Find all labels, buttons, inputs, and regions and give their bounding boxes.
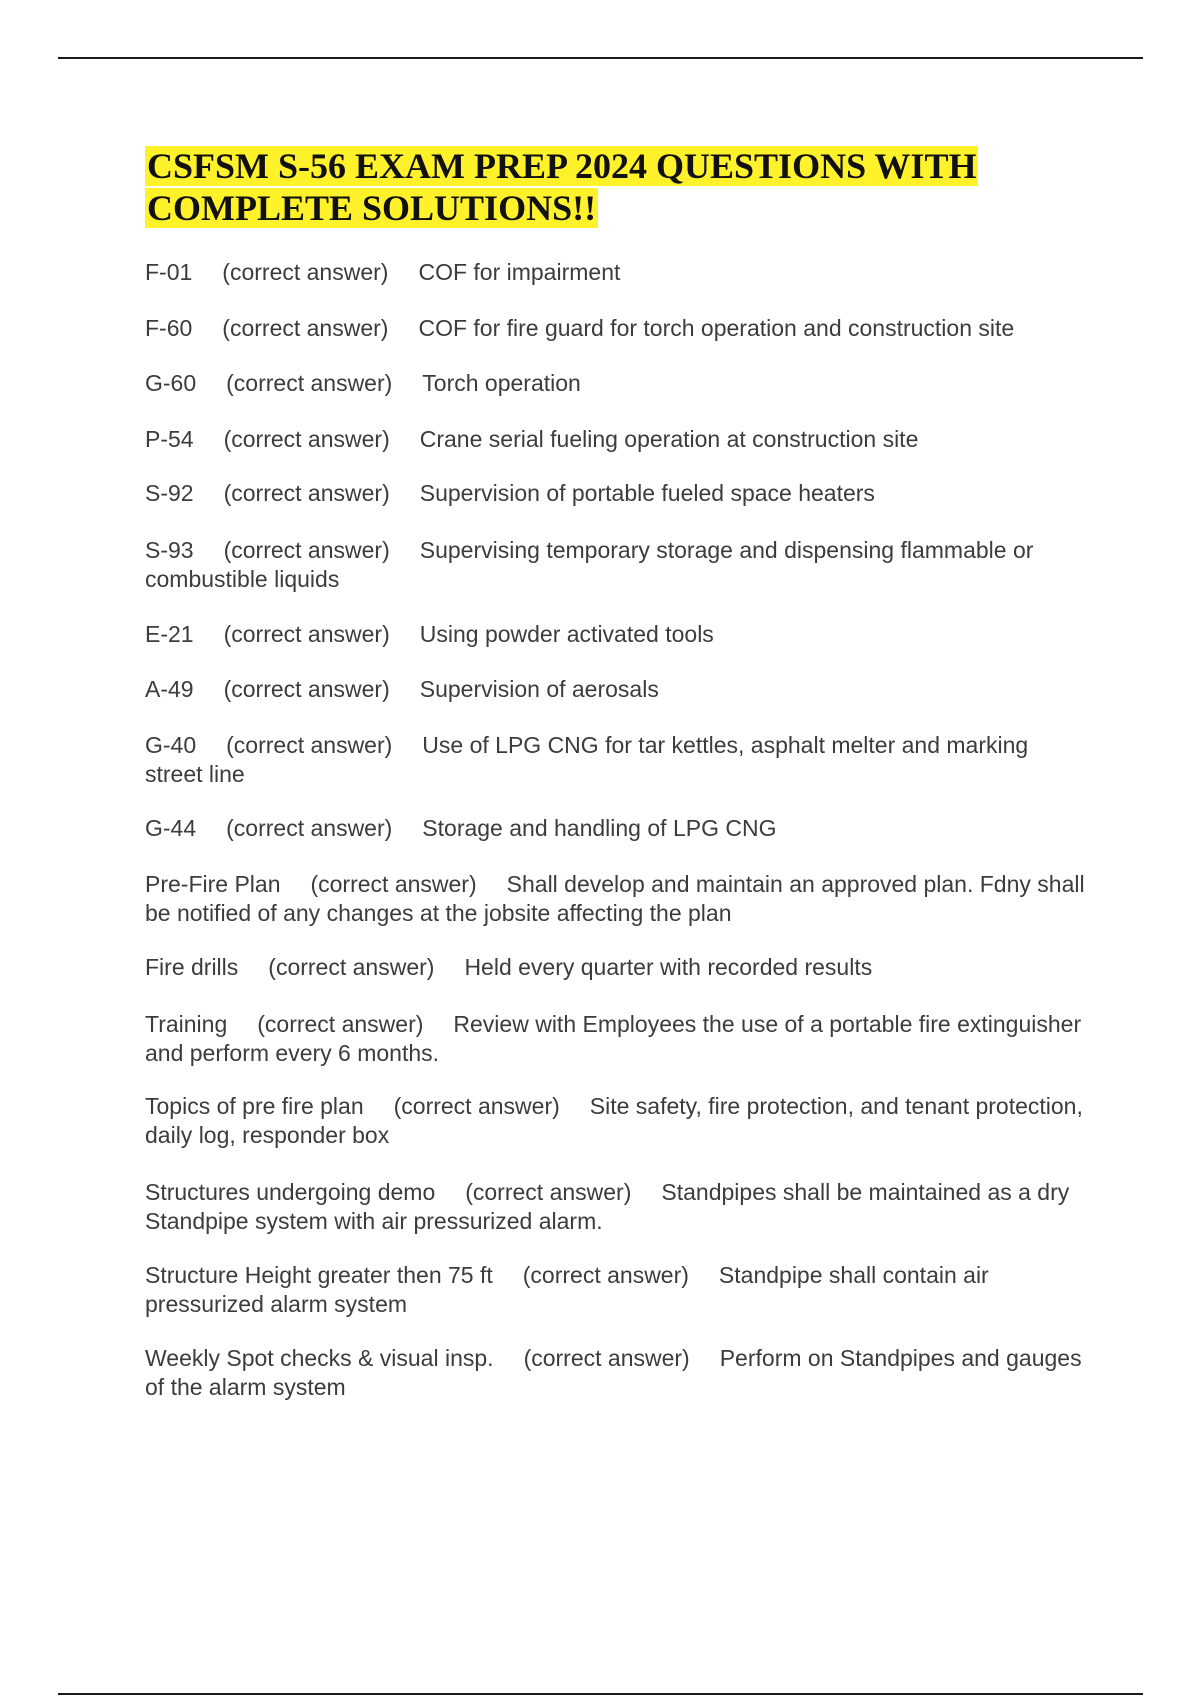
qa-term: A-49 xyxy=(145,676,194,702)
qa-item xyxy=(145,1344,1085,1402)
qa-answer-tag: (correct answer) xyxy=(222,259,389,285)
page-title xyxy=(145,145,1065,229)
qa-answer-tag: (correct answer) xyxy=(226,370,393,396)
qa-answer-tag: (correct answer) xyxy=(223,426,390,452)
qa-term: P-54 xyxy=(145,426,194,452)
qa-answer: Supervision of portable fueled space heaters xyxy=(419,480,875,506)
bottom-rule xyxy=(58,1693,1143,1695)
qa-answer: Storage and handling of LPG CNG xyxy=(422,815,777,841)
qa-answer-tag: (correct answer) xyxy=(310,871,477,897)
qa-term: F-60 xyxy=(145,315,193,341)
qa-answer: Held every quarter with recorded results xyxy=(464,954,873,980)
qa-answer-tag: (correct answer) xyxy=(222,315,389,341)
qa-term: Structure Height greater then 75 ft xyxy=(145,1262,493,1288)
qa-term: G-60 xyxy=(145,370,197,396)
qa-answer-tag: (correct answer) xyxy=(226,732,393,758)
qa-answer-tag: (correct answer) xyxy=(257,1011,424,1037)
qa-answer-tag: (correct answer) xyxy=(465,1179,632,1205)
qa-item xyxy=(145,731,1085,789)
qa-answer: Review with Employees the use of a portable fire extinguisher and perform every 6 months. xyxy=(145,1011,1082,1066)
qa-answer: Shall develop and maintain an approved plan. Fdny shall be notified of any changes at the jobsite affecting the plan xyxy=(145,871,1085,926)
qa-answer: Standpipes shall be maintained as a dry Standpipe system with air pressurized alarm. xyxy=(145,1179,1070,1234)
qa-term: Topics of pre fire plan xyxy=(145,1093,364,1119)
qa-answer: Crane serial fueling operation at construction site xyxy=(419,426,919,452)
qa-answer-tag: (correct answer) xyxy=(223,621,390,647)
qa-answer-tag: (correct answer) xyxy=(223,480,390,506)
qa-term: G-44 xyxy=(145,815,197,841)
top-rule xyxy=(58,57,1143,59)
qa-answer: Supervision of aerosals xyxy=(419,676,659,702)
qa-item xyxy=(145,369,1085,398)
qa-item xyxy=(145,814,1085,843)
qa-term: F-01 xyxy=(145,259,193,285)
qa-item xyxy=(145,953,1085,982)
qa-answer-tag: (correct answer) xyxy=(223,537,390,563)
qa-item xyxy=(145,675,1085,704)
qa-item xyxy=(145,1261,1085,1319)
qa-term: Weekly Spot checks & visual insp. xyxy=(145,1345,494,1371)
qa-term: Fire drills xyxy=(145,954,239,980)
qa-item xyxy=(145,314,1085,343)
qa-answer: Using powder activated tools xyxy=(419,621,714,647)
qa-item xyxy=(145,425,1085,454)
qa-item xyxy=(145,1092,1085,1150)
qa-answer-tag: (correct answer) xyxy=(268,954,435,980)
qa-answer: Supervising temporary storage and dispensing flammable or combustible liquids xyxy=(145,537,1034,592)
page-title-highlight: CSFSM S-56 EXAM PREP 2024 QUESTIONS WITH COMPLETE SOLUTIONS!! xyxy=(147,146,977,228)
qa-answer: COF for impairment xyxy=(418,259,621,285)
qa-term: Pre-Fire Plan xyxy=(145,871,281,897)
qa-item xyxy=(145,1010,1085,1068)
qa-item xyxy=(145,870,1085,928)
qa-term: G-40 xyxy=(145,732,197,758)
qa-answer: Standpipe shall contain air pressurized alarm system xyxy=(145,1262,989,1317)
qa-answer: Site safety, fire protection, and tenant protection, daily log, responder box xyxy=(145,1093,1083,1148)
qa-answer-tag: (correct answer) xyxy=(223,676,390,702)
qa-term: Structures undergoing demo xyxy=(145,1179,436,1205)
qa-term: S-93 xyxy=(145,537,194,563)
qa-item xyxy=(145,620,1085,649)
qa-answer-tag: (correct answer) xyxy=(523,1345,690,1371)
qa-answer-tag: (correct answer) xyxy=(226,815,393,841)
qa-term: Training xyxy=(145,1011,228,1037)
qa-term: E-21 xyxy=(145,621,194,647)
qa-item xyxy=(145,1178,1085,1236)
qa-answer: COF for fire guard for torch operation and construction site xyxy=(418,315,1015,341)
qa-item xyxy=(145,479,1085,508)
qa-answer-tag: (correct answer) xyxy=(522,1262,689,1288)
qa-answer: Torch operation xyxy=(422,370,581,396)
qa-item xyxy=(145,536,1085,594)
qa-answer-tag: (correct answer) xyxy=(393,1093,560,1119)
qa-answer: Perform on Standpipes and gauges of the alarm system xyxy=(145,1345,1082,1400)
qa-item xyxy=(145,258,1085,287)
qa-term: S-92 xyxy=(145,480,194,506)
qa-answer: Use of LPG CNG for tar kettles, asphalt melter and marking street line xyxy=(145,732,1029,787)
